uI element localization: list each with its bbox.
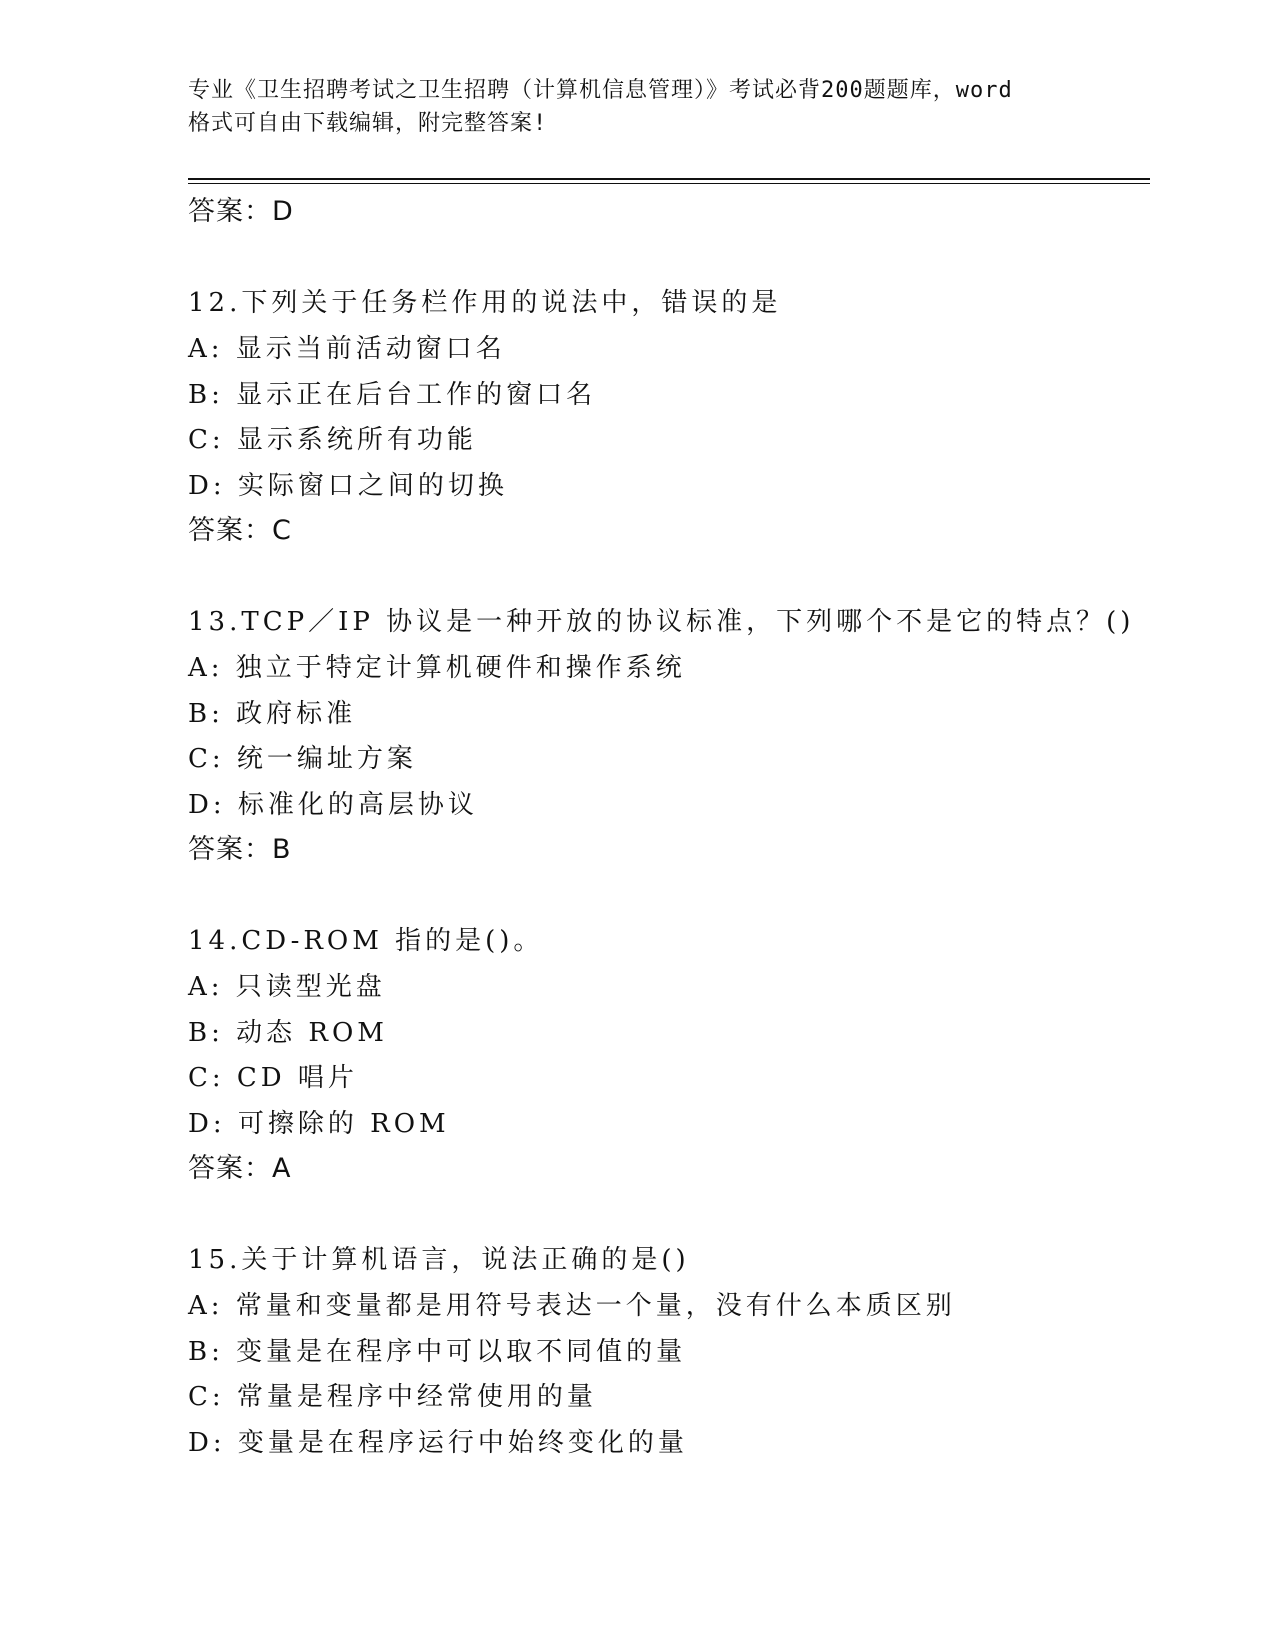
option-d: D: 变量是在程序运行中始终变化的量 — [188, 1427, 688, 1458]
answer-text: 答案：C — [188, 515, 292, 546]
question-text: 13.TCP／IP 协议是一种开放的协议标准，下列哪个不是它的特点？() — [188, 607, 1135, 637]
option-c: C: 统一编址方案 — [188, 744, 417, 774]
question-text: 14.CD-ROM 指的是()。 — [188, 926, 544, 956]
option-b: B: 动态 ROM — [188, 1017, 388, 1048]
question-block-13 — [188, 600, 1150, 873]
option-b: B: 显示正在后台工作的窗口名 — [188, 379, 597, 410]
spacer — [188, 235, 1150, 281]
header-divider-thick — [188, 178, 1150, 180]
option-d: D: 标准化的高层协议 — [188, 789, 478, 820]
question-list — [188, 190, 1150, 1466]
question-text: 12.下列关于任务栏作用的说法中，错误的是 — [188, 288, 782, 318]
spacer — [188, 1192, 1150, 1238]
option-c: C: CD 唱片 — [188, 1063, 358, 1093]
answer-text: 答案：A — [188, 1153, 292, 1184]
option-d: D: 可擦除的 ROM — [188, 1108, 450, 1139]
option-d: D: 实际窗口之间的切换 — [188, 470, 508, 501]
question-block-15 — [188, 1238, 1150, 1466]
question-block-12 — [188, 281, 1150, 554]
answer-text: 答案：B — [188, 834, 292, 865]
answer-prev: 答案：D — [188, 196, 294, 227]
option-a: A: 只读型光盘 — [188, 972, 386, 1002]
spacer — [188, 554, 1150, 600]
header-line-1: 专业《卫生招聘考试之卫生招聘（计算机信息管理）》考试必背200题题库，word — [188, 78, 1013, 103]
option-c: C: 显示系统所有功能 — [188, 425, 477, 455]
option-b: B: 变量是在程序中可以取不同值的量 — [188, 1336, 687, 1367]
document-header — [188, 74, 1088, 140]
spacer — [188, 873, 1150, 919]
question-text: 15.关于计算机语言，说法正确的是() — [188, 1245, 690, 1275]
question-block-14 — [188, 919, 1150, 1192]
option-a: A: 显示当前活动窗口名 — [188, 334, 506, 364]
option-c: C: 常量是程序中经常使用的量 — [188, 1382, 597, 1412]
header-line-2: 格式可自由下载编辑，附完整答案! — [188, 111, 548, 136]
option-b: B: 政府标准 — [188, 698, 357, 729]
option-a: A: 常量和变量都是用符号表达一个量，没有什么本质区别 — [188, 1291, 956, 1321]
header-divider-thin — [188, 183, 1150, 184]
option-a: A: 独立于特定计算机硬件和操作系统 — [188, 653, 686, 683]
